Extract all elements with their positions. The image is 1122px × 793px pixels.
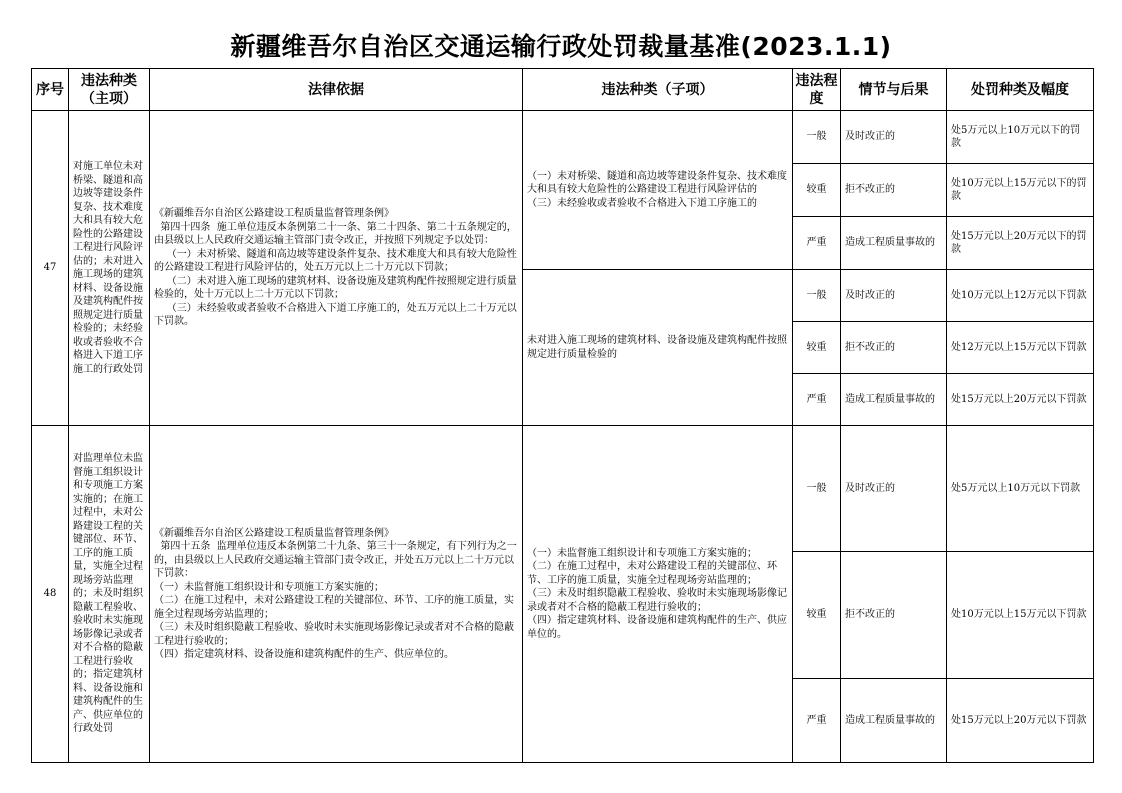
penalty-cell: 处5万元以上10万元以下罚款 [947, 426, 1094, 552]
row-main-type: 对施工单位未对桥梁、隧道和高边坡等建设条件复杂、技术难度大和具有较大危险性的公路建设工程进行风险评估的；未对进入施工现场的建筑材料、设备设施及建筑构配件按照规定进行质量检验的；未经验收或者验收不合格进入下道工序施工的行政处罚 [69, 111, 150, 426]
header-basis: 法律依据 [150, 69, 523, 111]
table-header-row [32, 69, 1094, 111]
circumstance-cell: 拒不改正的 [841, 164, 947, 217]
circumstance-cell: 及时改正的 [841, 270, 947, 322]
legal-basis-text: 《新疆维吾尔自治区公路建设工程质量监督管理条例》 第四十五条 监理单位违反本条例第二十九条、第三十一条规定，有下列行为之一的，由县级以上人民政府交通运输主管部门责令改正，并处五万元以上二十万元以下罚款： （一）未监督施工组织设计和专项施工方案实施的； （二）在施工过程中，未对公路建设工程的关键部位、环节、工序的施工质量，实施全过程现场旁站监理的； （三）未及时组织隐蔽工程验收、验收时未实施现场影像记录或者对不合格的隐蔽工程进行验收的； （四）指定建筑材料、设备设施和建筑构配件的生产、供应单位的。 [154, 527, 517, 660]
header-penalty: 处罚种类及幅度 [947, 69, 1094, 111]
degree-cell: 严重 [793, 217, 841, 270]
degree-cell: 较重 [793, 322, 841, 374]
table-row [32, 426, 1094, 552]
degree-cell: 一般 [793, 111, 841, 164]
degree-cell: 严重 [793, 374, 841, 426]
degree-cell: 一般 [793, 270, 841, 322]
row-main-type: 对监理单位未监督施工组织设计和专项施工方案实施的；在施工过程中，未对公路建设工程的关键部位、环节、工序的施工质量，实施全过程现场旁站监理的；未及时组织隐蔽工程验收、验收时未实施现场影像记录或者对不合格的隐蔽工程进行验收的；指定建筑材料、设备设施和建筑构配件的生产、供应单位的行政处罚 [69, 426, 150, 763]
degree-cell: 较重 [793, 164, 841, 217]
penalty-cell: 处10万元以上15万元以下的罚款 [947, 164, 1094, 217]
penalty-cell: 处10万元以上15万元以下罚款 [947, 552, 1094, 679]
row-sub-type: （一）未对桥梁、隧道和高边坡等建设条件复杂、技术难度大和具有较大危险性的公路建设工程进行风险评估的 （三）未经验收或者验收不合格进入下道工序施工的 [523, 111, 793, 270]
row-seq: 47 [32, 111, 69, 426]
degree-cell: 严重 [793, 679, 841, 763]
penalty-cell: 处15万元以上20万元以下的罚款 [947, 217, 1094, 270]
row-legal-basis [150, 111, 523, 426]
penalty-cell: 处12万元以上15万元以下罚款 [947, 322, 1094, 374]
page-title: 新疆维吾尔自治区交通运输行政处罚裁量基准(2023.1.1) [230, 32, 892, 61]
penalty-cell: 处15万元以上20万元以下罚款 [947, 374, 1094, 426]
circumstance-cell: 拒不改正的 [841, 552, 947, 679]
row-legal-basis [150, 426, 523, 763]
penalty-cell: 处10万元以上12万元以下罚款 [947, 270, 1094, 322]
penalty-cell: 处5万元以上10万元以下的罚款 [947, 111, 1094, 164]
circumstance-cell: 及时改正的 [841, 426, 947, 552]
circumstance-cell: 造成工程质量事故的 [841, 374, 947, 426]
header-circumstance: 情节与后果 [841, 69, 947, 111]
degree-cell: 较重 [793, 552, 841, 679]
circumstance-cell: 及时改正的 [841, 111, 947, 164]
row-sub-type: （一）未监督施工组织设计和专项施工方案实施的； （二）在施工过程中，未对公路建设工程的关键部位、环节、工序的施工质量，实施全过程现场旁站监理的； （三）未及时组织隐蔽工程验收、验收时未实施现场影像记录或者对不合格的隐蔽工程进行验收的； （四）指定建筑材料、设备设施和建筑构配件的生产、供应单位的。 [523, 426, 793, 763]
header-sub-type: 违法种类（子项） [523, 69, 793, 111]
penalty-standards-table [31, 68, 1094, 763]
row-sub-type: 未对进入施工现场的建筑材料、设备设施及建筑构配件按照规定进行质量检验的 [523, 270, 793, 426]
penalty-cell: 处15万元以上20万元以下罚款 [947, 679, 1094, 763]
row-seq: 48 [32, 426, 69, 763]
legal-basis-text: 《新疆维吾尔自治区公路建设工程质量监督管理条例》 第四十四条 施工单位违反本条例第二十一条、第二十四条、第二十五条规定的，由县级以上人民政府交通运输主管部门责令改正，并按照下列规定予以处罚： （一）未对桥梁、隧道和高边坡等建设条件复杂、技术难度大和具有较大危险性的公路建设工程进行风险评估的，处五万元以上二十万元以下罚款； （二）未对进入施工现场的建筑材料、设备设施及建筑构配件按照规定进行质量检验的，处十万元以上二十万元以下罚款； （三）未经验收或者验收不合格进入下道工序施工的，处五万元以上二十万元以下罚款。 [154, 208, 517, 328]
header-main-type: 违法种类（主项） [69, 69, 150, 111]
header-degree: 违法程度 [793, 69, 841, 111]
circumstance-cell: 拒不改正的 [841, 322, 947, 374]
circumstance-cell: 造成工程质量事故的 [841, 679, 947, 763]
table-row [32, 111, 1094, 164]
header-seq: 序号 [32, 69, 69, 111]
circumstance-cell: 造成工程质量事故的 [841, 217, 947, 270]
degree-cell: 一般 [793, 426, 841, 552]
